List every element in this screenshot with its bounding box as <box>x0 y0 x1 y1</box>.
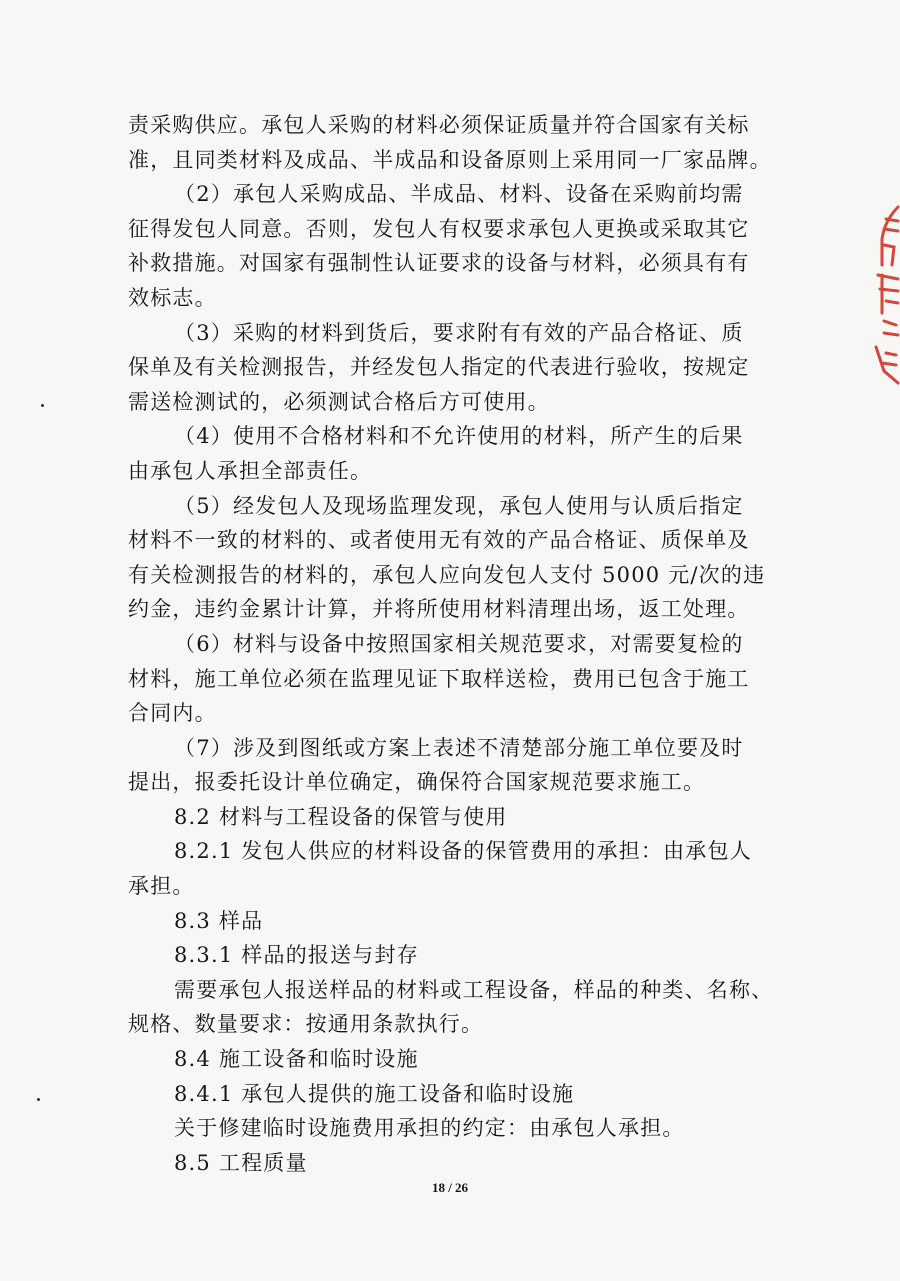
text-line: 征得发包人同意。否则，发包人有权要求承包人更换或采取其它 <box>128 216 750 241</box>
text-line: （7）涉及到图纸或方案上表述不清楚部分施工单位要及时 <box>174 735 744 760</box>
text-line: （5）经发包人及现场监理发现，承包人使用与认质后指定 <box>174 493 744 518</box>
text-line: 由承包人承担全部责任。 <box>128 458 373 483</box>
text-line: 承担。 <box>128 874 195 899</box>
text-line: 需要承包人报送样品的材料或工程设备，样品的种类、名称、 <box>174 977 774 1002</box>
text-line: 保单及有关检测报告，并经发包人指定的代表进行验收，按规定 <box>128 355 750 380</box>
text-line: 约金，违约金累计计算，并将所使用材料清理出场，返工处理。 <box>128 597 750 622</box>
seal-stamp-graphic <box>872 205 900 385</box>
scan-speck <box>41 404 44 407</box>
text-line: 效标志。 <box>128 285 217 310</box>
text-line: 规格、数量要求：按通用条款执行。 <box>128 1012 484 1037</box>
section-heading: 8.2 材料与工程设备的保管与使用 <box>174 804 508 829</box>
section-heading: 8.3 样品 <box>174 908 264 933</box>
subsection-heading: 8.4.1 承包人提供的施工设备和临时设施 <box>174 1081 575 1106</box>
page-number: 18 / 26 <box>431 1180 469 1195</box>
text-line: 准，且同类材料及成品、半成品和设备原则上采用同一厂家品牌。 <box>128 147 772 172</box>
text-line: （3）采购的材料到货后，要求附有有效的产品合格证、质 <box>174 320 744 345</box>
scan-speck <box>37 1098 40 1101</box>
text-line: （2）承包人采购成品、半成品、材料、设备在采购前均需 <box>174 182 744 207</box>
subsection-heading: 8.2.1 发包人供应的材料设备的保管费用的承担：由承包人 <box>174 839 752 864</box>
seal-stamp-edge <box>872 205 900 385</box>
text-line: 需送检测试的，必须测试合格后方可使用。 <box>128 389 550 414</box>
text-line: 提出，报委托设计单位确定，确保符合国家规范要求施工。 <box>128 770 706 795</box>
text-line: 合同内。 <box>128 701 217 726</box>
text-line: （6）材料与设备中按照国家相关规范要求，对需要复检的 <box>174 631 744 656</box>
text-line: （4）使用不合格材料和不允许使用的材料，所产生的后果 <box>174 424 744 449</box>
text-line: 材料，施工单位必须在监理见证下取样送检，费用已包含于施工 <box>128 666 750 691</box>
text-line: 责采购供应。承包人采购的材料必须保证质量并符合国家有关标 <box>128 113 750 137</box>
body-text <box>128 108 778 1180</box>
text-line: 有关检测报告的材料的，承包人应向发包人支付 5000 元/次的违 <box>128 562 766 587</box>
text-line: 补救措施。对国家有强制性认证要求的设备与材料，必须具有有 <box>128 251 750 276</box>
text-line: 材料不一致的材料的、或者使用无有效的产品合格证、质保单及 <box>128 528 750 553</box>
subsection-heading: 8.3.1 样品的报送与封存 <box>174 943 419 968</box>
section-heading: 8.4 施工设备和临时设施 <box>174 1047 419 1072</box>
section-heading: 8.5 工程质量 <box>174 1150 308 1175</box>
text-line: 关于修建临时设施费用承担的约定：由承包人承担。 <box>174 1116 685 1141</box>
